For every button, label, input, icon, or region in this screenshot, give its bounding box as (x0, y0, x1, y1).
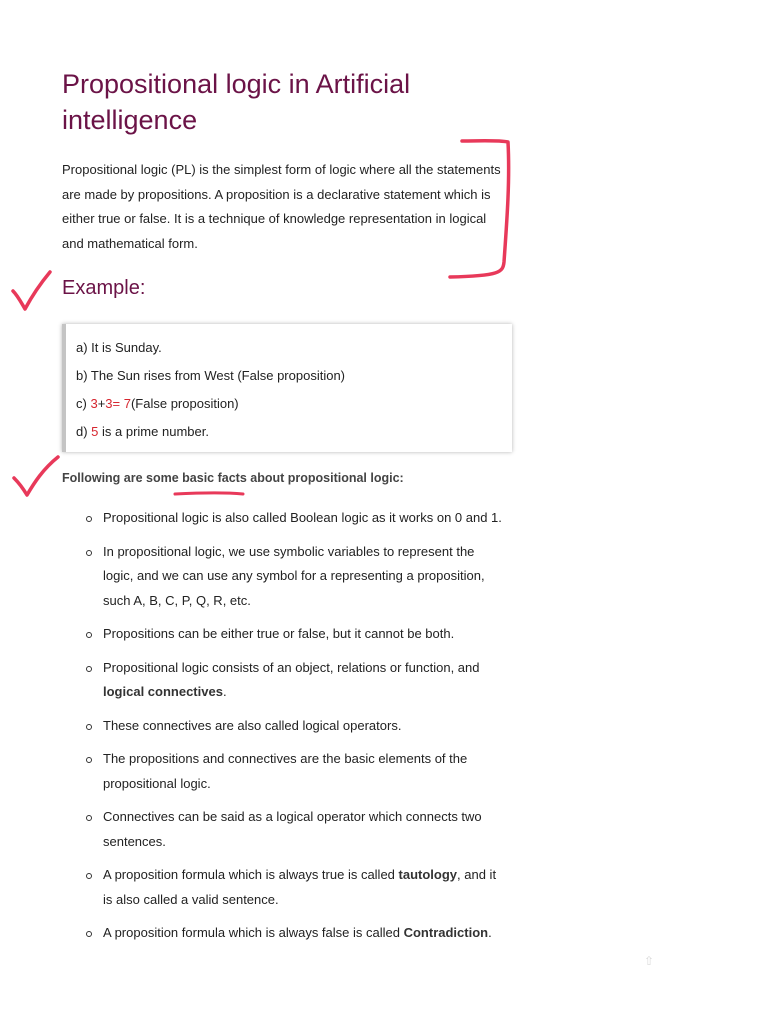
list-item: Propositional logic is also called Boolean logic as it works on 0 and 1. (62, 506, 503, 531)
bullet-icon (86, 632, 92, 638)
example-line: c) 3+3= 7(False proposition) (76, 396, 239, 411)
bullet-icon (86, 516, 92, 522)
bullet-icon (86, 550, 92, 556)
bullet-icon (86, 873, 92, 879)
example-line: a) It is Sunday. (76, 340, 162, 355)
example-box (62, 324, 512, 452)
list-item: In propositional logic, we use symbolic variables to represent the logic, and we can use any symbol for a representing a proposition, such A, B, C, P, Q, R, etc. (62, 540, 503, 614)
list-item: A proposition formula which is always true is called tautology, and it is also called a valid sentence. (62, 863, 503, 912)
scroll-to-top-icon[interactable]: ⇧ (644, 954, 655, 968)
facts-heading: Following are some basic facts about propositional logic: (62, 471, 404, 485)
example-line: d) 5 is a prime number. (76, 424, 209, 439)
list-item: These connectives are also called logical operators. (62, 714, 503, 739)
list-item: The propositions and connectives are the basic elements of the propositional logic. (62, 747, 503, 796)
bullet-icon (86, 931, 92, 937)
list-item: Connectives can be said as a logical operator which connects two sentences. (62, 805, 503, 854)
list-item: Propositions can be either true or false, but it cannot be both. (62, 622, 503, 647)
list-item: Propositional logic consists of an object, relations or function, and logical connectives. (62, 656, 503, 705)
bullet-icon (86, 724, 92, 730)
facts-list (62, 506, 512, 955)
page-title: Propositional logic in Artificial intelligence (62, 69, 411, 135)
checkmark-icon (13, 272, 50, 309)
bullet-icon (86, 757, 92, 763)
underline-annotation (175, 493, 243, 494)
intro-paragraph: Propositional logic (PL) is the simplest form of logic where all the statements are made by propositions. A proposition is a declarative statement which is either true or false. It is a technique of knowledge representation in logical and mathematical form. (62, 162, 501, 251)
bullet-icon (86, 815, 92, 821)
example-heading: Example: (62, 277, 146, 299)
checkmark-icon (14, 457, 58, 495)
bullet-icon (86, 666, 92, 672)
list-item: A proposition formula which is always false is called Contradiction. (62, 921, 503, 946)
example-line: b) The Sun rises from West (False proposition) (76, 368, 346, 383)
